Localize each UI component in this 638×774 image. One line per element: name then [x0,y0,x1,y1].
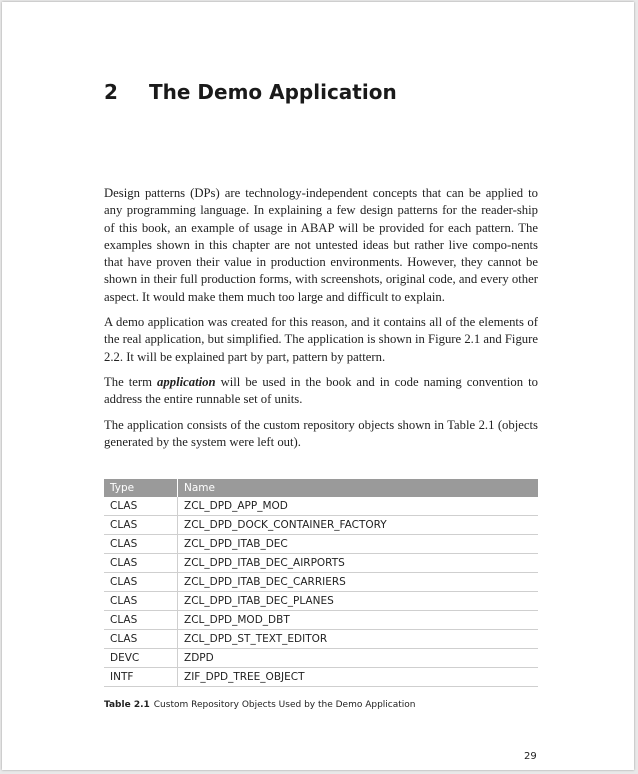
table-row [104,668,538,687]
cell-name: ZCL_DPD_ITAB_DEC_AIRPORTS [178,554,539,573]
table-row [104,573,538,592]
cell-name: ZIF_DPD_TREE_OBJECT [178,668,539,687]
cell-type: CLAS [104,554,178,573]
table-header-row [104,479,538,497]
page-number: 29 [524,751,537,762]
cell-type: INTF [104,668,178,687]
table-caption [104,700,416,710]
header-name: Name [178,479,539,497]
header-type: Type [104,479,178,497]
table-row [104,516,538,535]
cell-name: ZCL_DPD_ITAB_DEC_CARRIERS [178,573,539,592]
cell-type: CLAS [104,573,178,592]
repository-objects-table [104,479,538,687]
cell-type: CLAS [104,611,178,630]
cell-name: ZCL_DPD_ITAB_DEC_PLANES [178,592,539,611]
cell-type: CLAS [104,497,178,516]
objects-table [104,479,538,687]
table-row [104,592,538,611]
chapter-heading [104,80,397,104]
paragraph-3-start: The term [104,374,158,389]
paragraph-4: The application consists of the custom repository objects shown in Table 2.1 (objects generated by the system were left out). [104,417,538,449]
term-application: application [157,374,216,389]
paragraph-2: A demo application was created for this reason, and it contains all of the elements of the real application, but simplified. The application is shown in Figure 2.1 and Figure 2.2. It will be explained part by part, pattern by pattern. [104,315,538,364]
cell-type: CLAS [104,535,178,554]
table-row [104,649,538,668]
document-page [2,2,634,770]
table-row [104,497,538,516]
cell-name: ZCL_DPD_MOD_DBT [178,611,539,630]
cell-name: ZCL_DPD_DOCK_CONTAINER_FACTORY [178,516,539,535]
cell-name: ZCL_DPD_APP_MOD [178,497,539,516]
table-row [104,611,538,630]
cell-type: CLAS [104,592,178,611]
chapter-title: The Demo Application [149,80,397,104]
table-row [104,535,538,554]
cell-name: ZCL_DPD_ST_TEXT_EDITOR [178,630,539,649]
body-text [104,185,538,459]
paragraph-3 [104,374,538,409]
paragraph-3-end: will be used in the book and in code naming convention to address the entire runnable set of units. [104,374,538,407]
caption-text: Custom Repository Objects Used by the Demo Application [153,700,416,710]
chapter-number: 2 [104,80,118,104]
cell-name: ZDPD [178,649,539,668]
cell-type: CLAS [104,630,178,649]
caption-label: Table 2.1 [104,700,150,710]
cell-type: DEVC [104,649,178,668]
cell-name: ZCL_DPD_ITAB_DEC [178,535,539,554]
cell-type: CLAS [104,516,178,535]
paragraph-1: Design patterns (DPs) are technology-independent concepts that can be applied to any programming language. In explaining a few design patterns for the reader-ship of this book, an example of usage in ABAP will be provided for each pattern. The examples shown in this chapter are not untested ideas but rather live compo-nents that have proven their value in production environments. However, they cannot be shown in their full production forms, with screenshots, original code, and every other aspect. It would make them much too large and difficult to explain. [104,186,538,304]
table-row [104,630,538,649]
table-row [104,554,538,573]
